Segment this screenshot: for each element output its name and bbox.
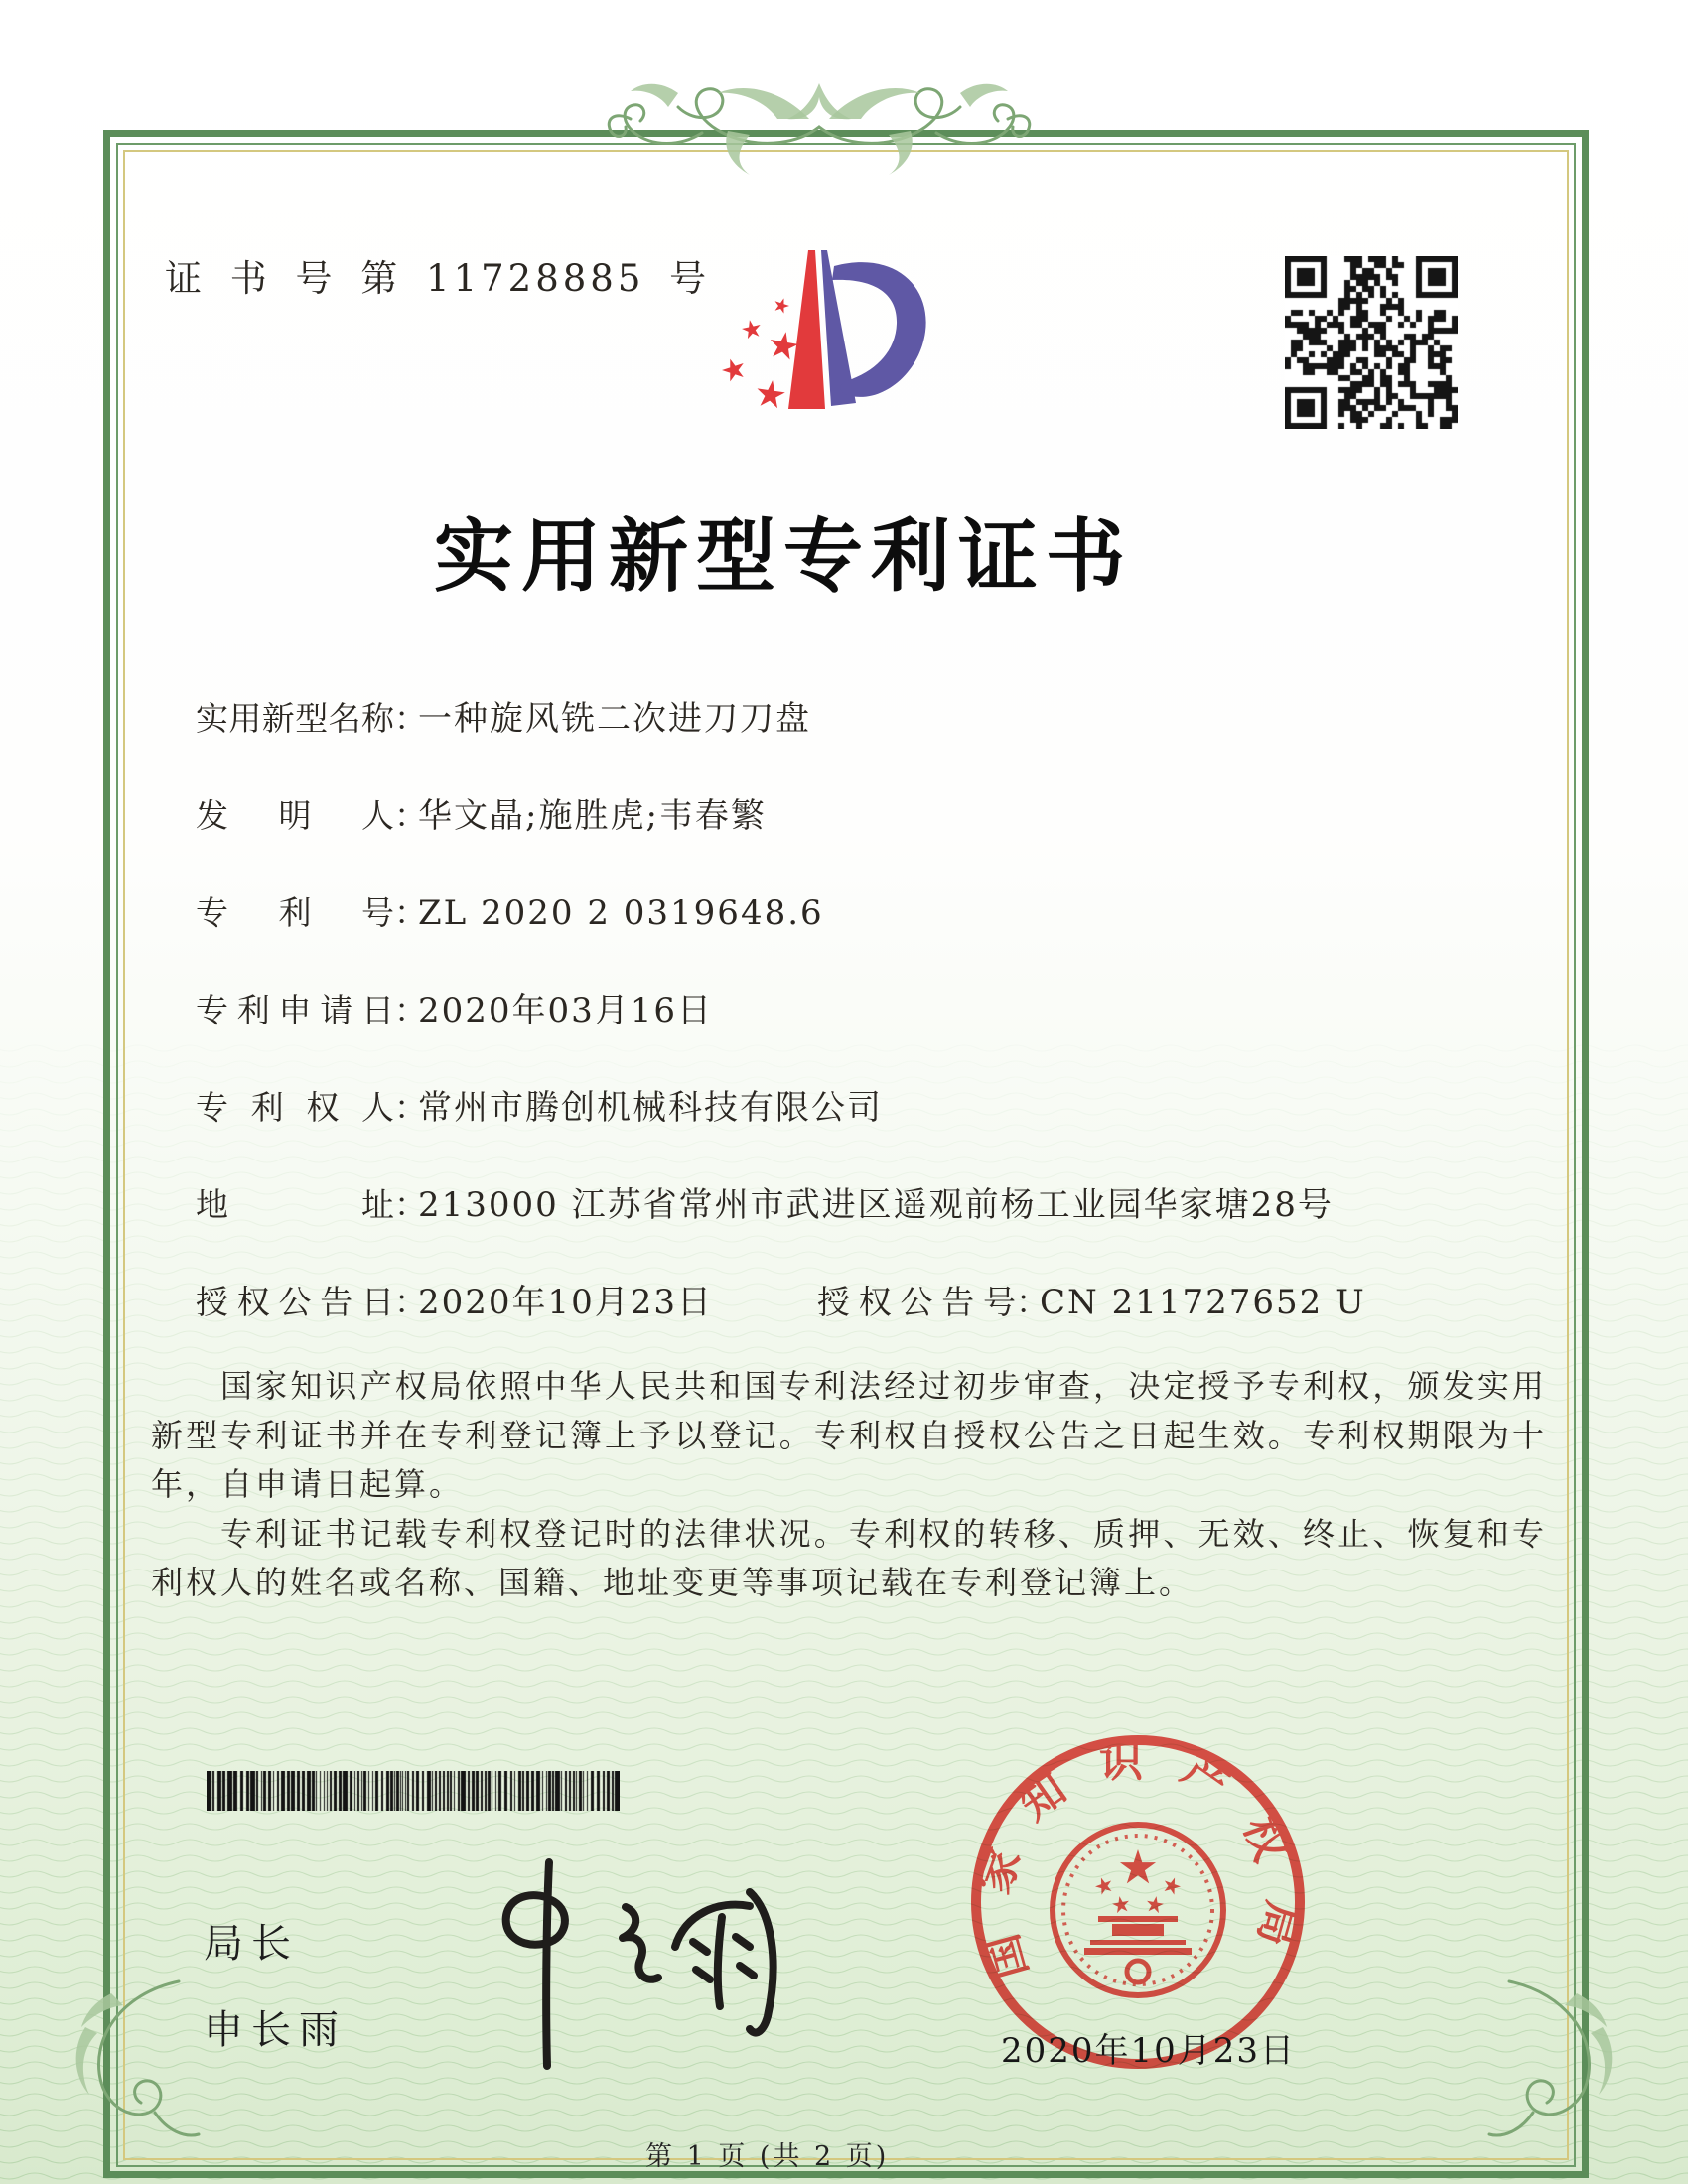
gold-border-line	[123, 150, 1569, 2160]
label-colon: ：	[394, 699, 427, 738]
certificate-number: 证 书 号 第 11728885 号	[165, 257, 711, 300]
field-row-patentee	[196, 1084, 883, 1132]
legal-text-paragraph-2: 专利证书记载专利权登记时的法律状况。专利权的转移、质押、无效、终止、恢复和专利权人的姓名或名称、国籍、地址变更等事项记载在专利登记簿上。	[151, 1514, 1547, 1601]
field-value: ZL 2020 2 0319648.6	[418, 893, 824, 933]
field-row-inventors	[196, 792, 767, 840]
field-label: 授权公告号	[817, 1283, 1016, 1321]
field-row-utility-model-name	[196, 695, 811, 743]
logo-stars	[719, 296, 799, 409]
label-colon: ：	[394, 991, 427, 1029]
label-colon: ：	[394, 1088, 427, 1127]
field-value: 华文晶;施胜虎;韦春繁	[418, 796, 767, 836]
field-value: 2020年10月23日	[418, 1283, 714, 1322]
field-label: 授权公告日	[196, 1283, 394, 1321]
certificate-barcode	[207, 1771, 620, 1811]
seal-org-text: 国家知识产权局	[967, 1735, 1309, 1984]
field-label: 地址	[196, 1185, 394, 1224]
field-value: 213000 江苏省常州市武进区遥观前杨工业园华家塘28号	[418, 1185, 1334, 1225]
inner-green-border	[116, 143, 1576, 2167]
bottom-left-corner-ornament	[52, 1974, 201, 2152]
seal-date: 2020年10月23日	[1001, 2031, 1297, 2071]
field-value: 2020年03月16日	[418, 991, 714, 1030]
label-colon: ：	[394, 893, 427, 932]
commissioner-title: 局长	[204, 1921, 299, 1967]
qr-code	[1285, 256, 1458, 429]
field-label: 实用新型名称	[196, 699, 394, 738]
field-row-patent-number	[196, 889, 824, 937]
certificate-title: 实用新型专利证书	[434, 509, 1133, 603]
legal-text-block	[151, 1362, 1547, 1608]
commissioner-name: 申长雨	[204, 2007, 347, 2053]
field-value: 一种旋风铣二次进刀刀盘	[418, 699, 811, 739]
label-colon: ：	[394, 796, 427, 835]
field-label: 专利号	[196, 893, 394, 932]
bottom-right-corner-ornament	[1487, 1974, 1636, 2152]
national-emblem	[1053, 1825, 1223, 1995]
field-value: CN 211727652 U	[1040, 1283, 1366, 1322]
field-row-address	[196, 1181, 1334, 1229]
field-label: 专利权人	[196, 1088, 394, 1127]
label-colon: ：	[1016, 1283, 1049, 1321]
field-row-filing-date	[196, 987, 713, 1034]
field-label: 发明人	[196, 796, 394, 835]
top-floral-ornament	[531, 58, 1107, 187]
commissioner-signature	[452, 1843, 809, 2091]
field-label: 专利申请日	[196, 991, 394, 1029]
legal-text-paragraph-1: 国家知识产权局依照中华人民共和国专利法经过初步审查，决定授予专利权，颁发实用新型专利证书并在专利登记簿上予以登记。专利权自授权公告之日起生效。专利权期限为十年，自申请日起算。	[151, 1367, 1547, 1503]
label-colon: ：	[394, 1185, 427, 1224]
page-footer: 第 1 页 (共 2 页)	[645, 2141, 890, 2172]
label-colon: ：	[394, 1283, 427, 1321]
outer-green-border	[103, 130, 1589, 2178]
field-row-grant-date-and-number	[196, 1279, 1366, 1326]
field-value: 常州市腾创机械科技有限公司	[418, 1088, 883, 1128]
cnipa-logo	[685, 244, 933, 433]
grant-number-group	[817, 1279, 1366, 1332]
